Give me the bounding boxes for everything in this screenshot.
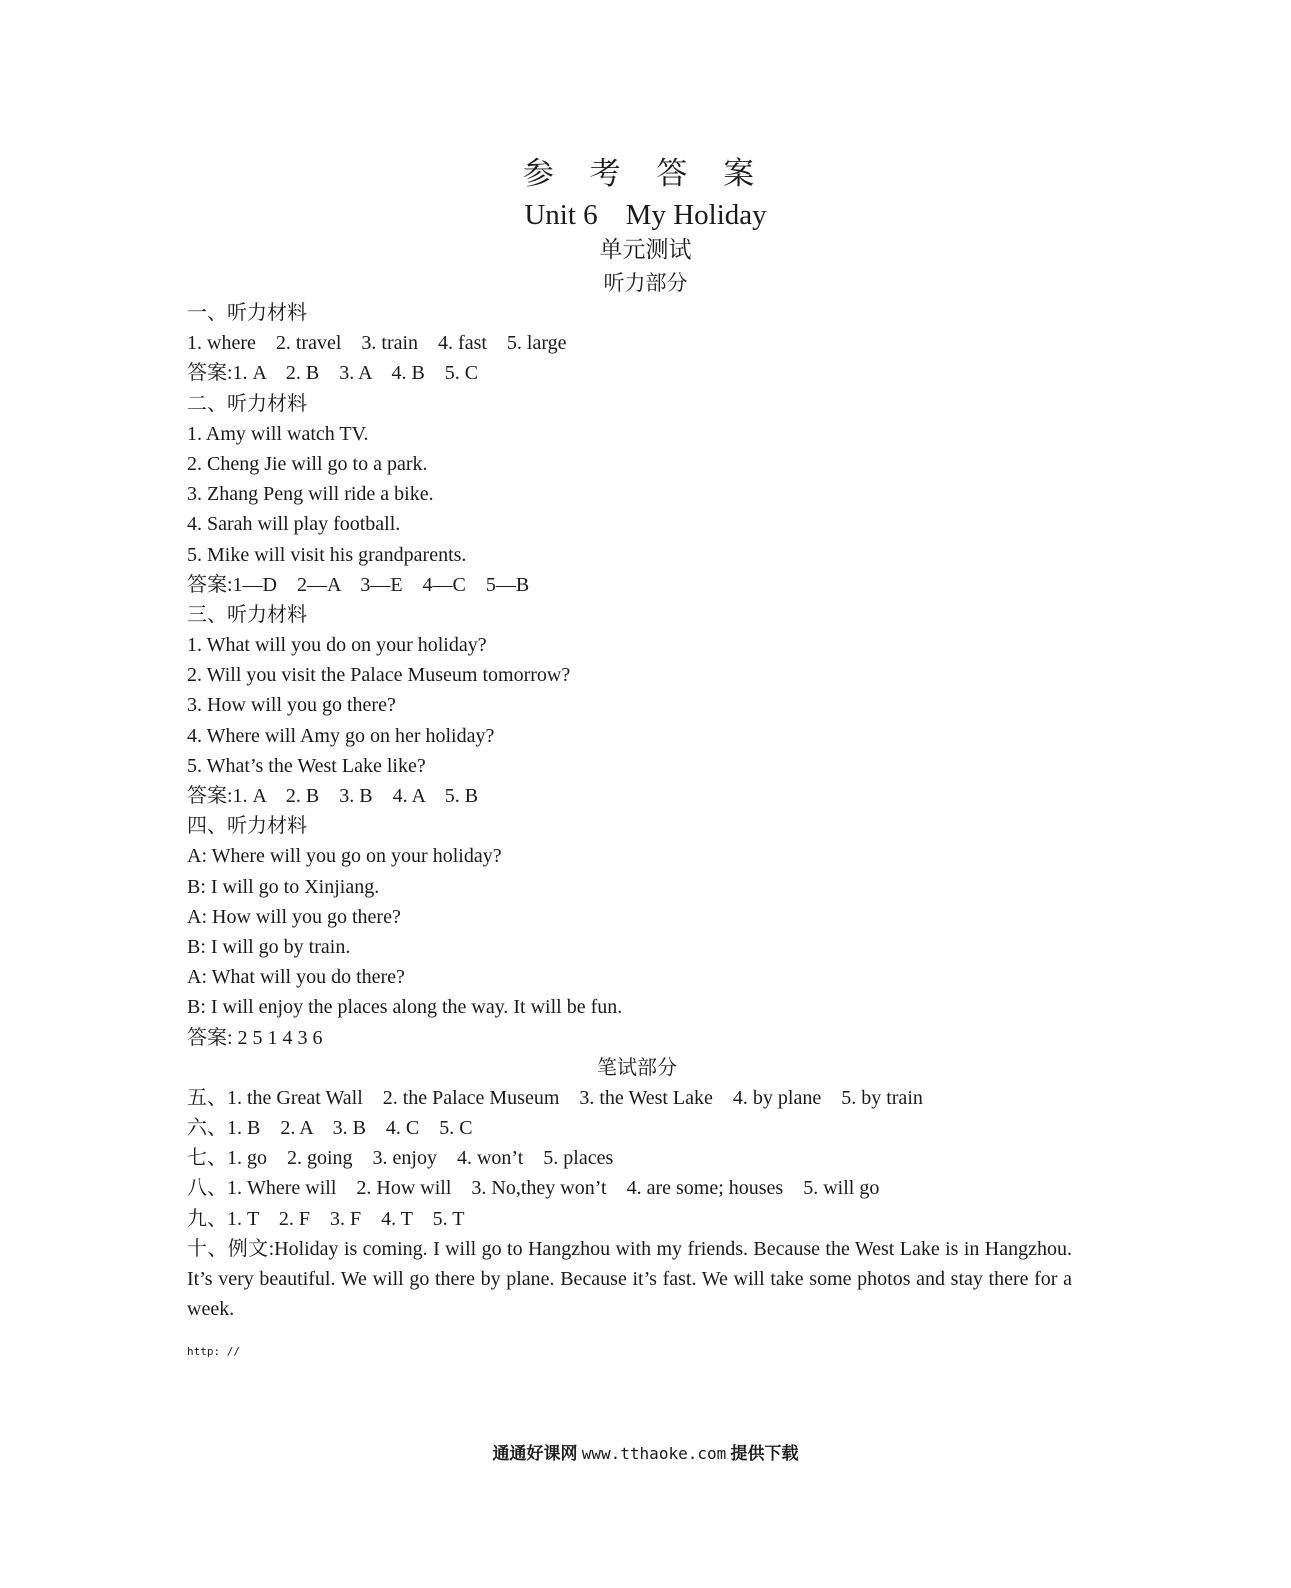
line: 三、听力材料 — [187, 603, 307, 626]
line: 九、1. T 2. F 3. F 4. T 5. T — [187, 1207, 465, 1230]
line: A: What will you do there? — [187, 966, 405, 989]
line: 答案: 2 5 1 4 3 6 — [187, 1026, 323, 1049]
footer-site-url[interactable]: www.tthaoke.com — [581, 1444, 727, 1463]
line: 六、1. B 2. A 3. B 4. C 5. C — [187, 1117, 473, 1140]
line: 五、1. the Great Wall 2. the Palace Museum 3. the West Lake 4. by plane 5. by train — [187, 1086, 923, 1109]
footer-download-text: 提供下载 — [730, 1444, 799, 1464]
footer-site-name: 通通好课网 — [492, 1444, 578, 1464]
line: 二、听力材料 — [187, 392, 307, 415]
line: 答案:1. A 2. B 3. B 4. A 5. B — [187, 785, 479, 807]
line: 1. What will you do on your holiday? — [187, 634, 487, 657]
listening-part-heading: 听力部分 — [603, 271, 688, 295]
line: 5. What’s the West Lake like? — [187, 754, 426, 777]
test-name: 单元测试 — [599, 237, 692, 262]
unit-number: Unit 6 — [524, 199, 598, 231]
unit-heading — [0, 194, 1291, 236]
line: 2. Cheng Jie will go to a park. — [187, 452, 428, 475]
line: 八、1. Where will 2. How will 3. No,they won’t 4. are some; houses 5. will go — [187, 1177, 880, 1200]
line: B: I will go by train. — [187, 935, 351, 958]
line: 4. Where will Amy go on her holiday? — [187, 724, 495, 747]
line: 1. Amy will watch TV. — [187, 422, 369, 445]
line: 3. Zhang Peng will ride a bike. — [187, 483, 434, 506]
line: 4. Sarah will play football. — [187, 513, 401, 536]
unit-name: My Holiday — [625, 199, 767, 231]
line: 答案:1. A 2. B 3. A 4. B 5. C — [187, 362, 479, 385]
page-title: 参 考 答 案 — [522, 156, 769, 191]
line: B: I will enjoy the places along the way. It will be fun. — [187, 996, 623, 1019]
written-part-heading: 笔试部分 — [597, 1056, 677, 1079]
line: 一、听力材料 — [187, 302, 307, 324]
line: 3. How will you go there? — [187, 694, 396, 717]
answer-body — [187, 298, 1087, 1324]
line: 四、听力材料 — [187, 815, 307, 838]
line: B: I will go to Xinjiang. — [187, 875, 380, 898]
line: 5. Mike will visit his grandparents. — [187, 543, 467, 566]
page-footer — [0, 1441, 1291, 1467]
line: 1. where 2. travel 3. train 4. fast 5. large — [187, 332, 567, 355]
small-url-text: http: // — [187, 1345, 240, 1358]
sample-essay: 十、例文:Holiday is coming. I will go to Hangzhou with my friends. Because the West Lake is in Hangzhou. It’s very beautiful. We will go there by plane. Because it’s fast. We will take some photos and stay there for a week. — [187, 1237, 1072, 1321]
line: 七、1. go 2. going 3. enjoy 4. won’t 5. places — [187, 1147, 614, 1170]
line: A: How will you go there? — [187, 905, 401, 928]
line: 2. Will you visit the Palace Museum tomorrow? — [187, 664, 571, 687]
line: A: Where will you go on your holiday? — [187, 845, 502, 868]
line: 答案:1—D 2—A 3—E 4—C 5—B — [187, 573, 530, 596]
